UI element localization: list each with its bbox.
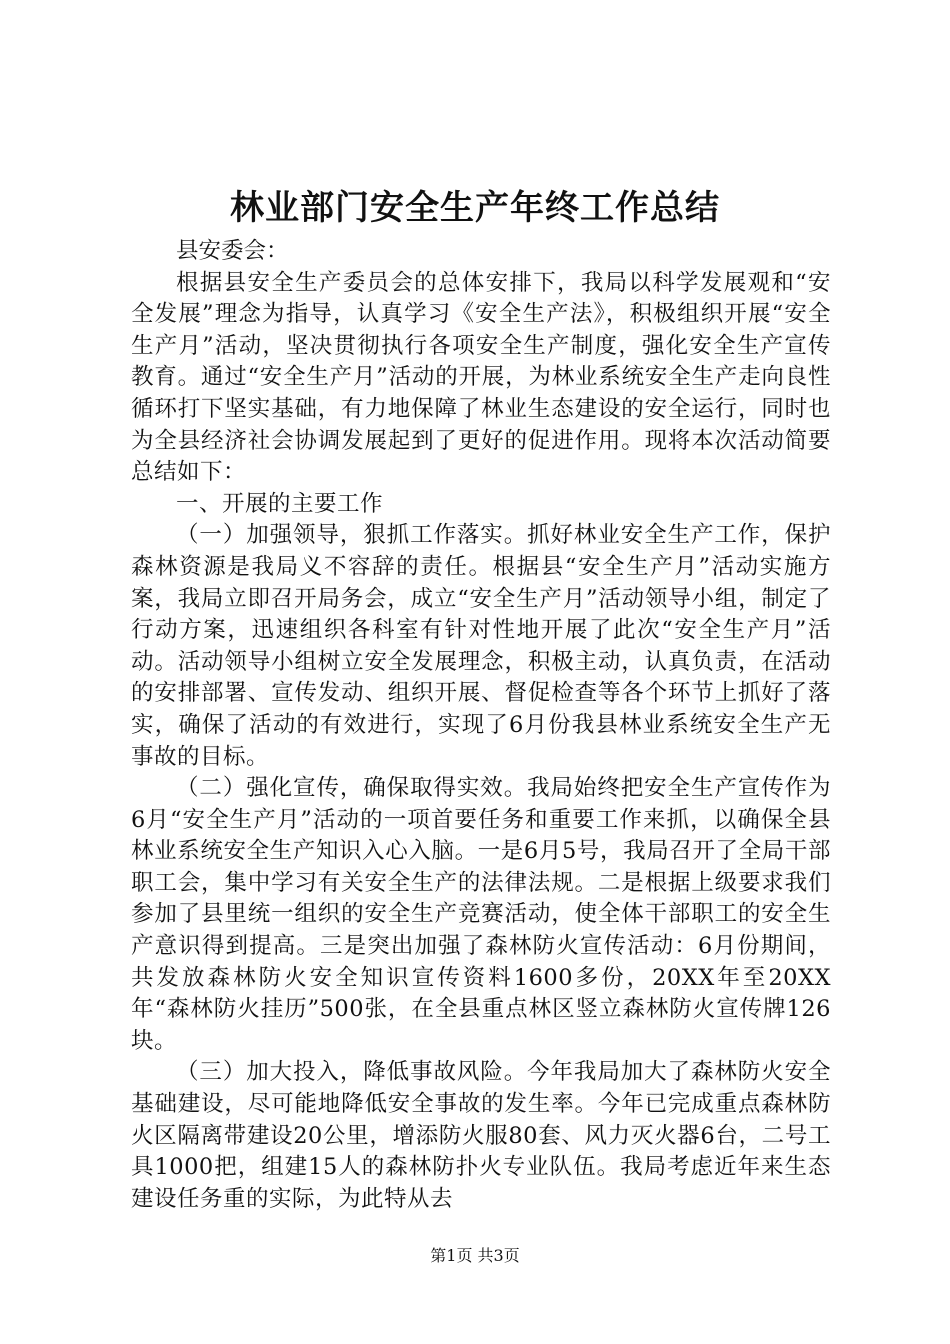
document-title: 林业部门安全生产年终工作总结: [230, 188, 720, 228]
salutation: 县安委会：: [176, 238, 289, 264]
page-footer: 第1页 共3页: [430, 1246, 520, 1265]
paragraph-item-1: （一）加强领导，狠抓工作落实。抓好林业安全生产工作，保护森林资源是我局义不容辞的责任。根据县“安全生产月”活动实施方案，我局立即召开局务会，成立“安全生产月”活动领导小组，制定了行动方案，迅速组织各科室有针对性地开展了此次“安全生产月”活动。活动领导小组树立安全发展理念，积极主动，认真负责，在活动的安排部署、宣传发动、组织开展、督促检查等各个环节上抓好了落实，确保了活动的有效进行，实现了6月份我县林业系统安全生产无事故的目标。: [131, 522, 831, 770]
document-body: [131, 236, 831, 1215]
paragraph-item-2: （二）强化宣传，确保取得实效。我局始终把安全生产宣传作为6月“安全生产月”活动的一项首要任务和重要工作来抓，以确保全县林业系统安全生产知识入心入脑。一是6月5号，我局召开了全局干部职工会，集中学习有关安全生产的法律法规。二是根据上级要求我们参加了县里统一组织的安全生产竞赛活动，使全体干部职工的安全生产意识得到提高。三是突出加强了森林防火宣传活动：6月份期间，共发放森林防火安全知识宣传资料1600多份，20XX年至20XX年“森林防火挂历”500张，在全县重点林区竖立森林防火宣传牌126块。: [131, 775, 831, 1054]
section-heading: 一、开展的主要工作: [176, 490, 384, 517]
paragraph-item-3: （三）加大投入，降低事故风险。今年我局加大了森林防火安全基础建设，尽可能地降低安全事故的发生率。今年已完成重点森林防火区隔离带建设20公里，增添防火服80套、风力灭火器6台，二号工具1000把，组建15人的森林防扑火专业队伍。我局考虑近年来生态建设任务重的实际，为此特从去: [131, 1059, 831, 1212]
paragraph-intro: 根据县安全生产委员会的总体安排下，我局以科学发展观和“安全发展”理念为指导，认真学习《安全生产法》，积极组织开展“安全生产月”活动，坚决贯彻执行各项安全生产制度，强化安全生产宣传教育。通过“安全生产月”活动的开展，为林业系统安全生产走向良性循环打下坚实基础，有力地保障了林业生态建设的安全运行，同时也为全县经济社会协调发展起到了更好的促进作用。现将本次活动简要总结如下：: [131, 269, 831, 486]
